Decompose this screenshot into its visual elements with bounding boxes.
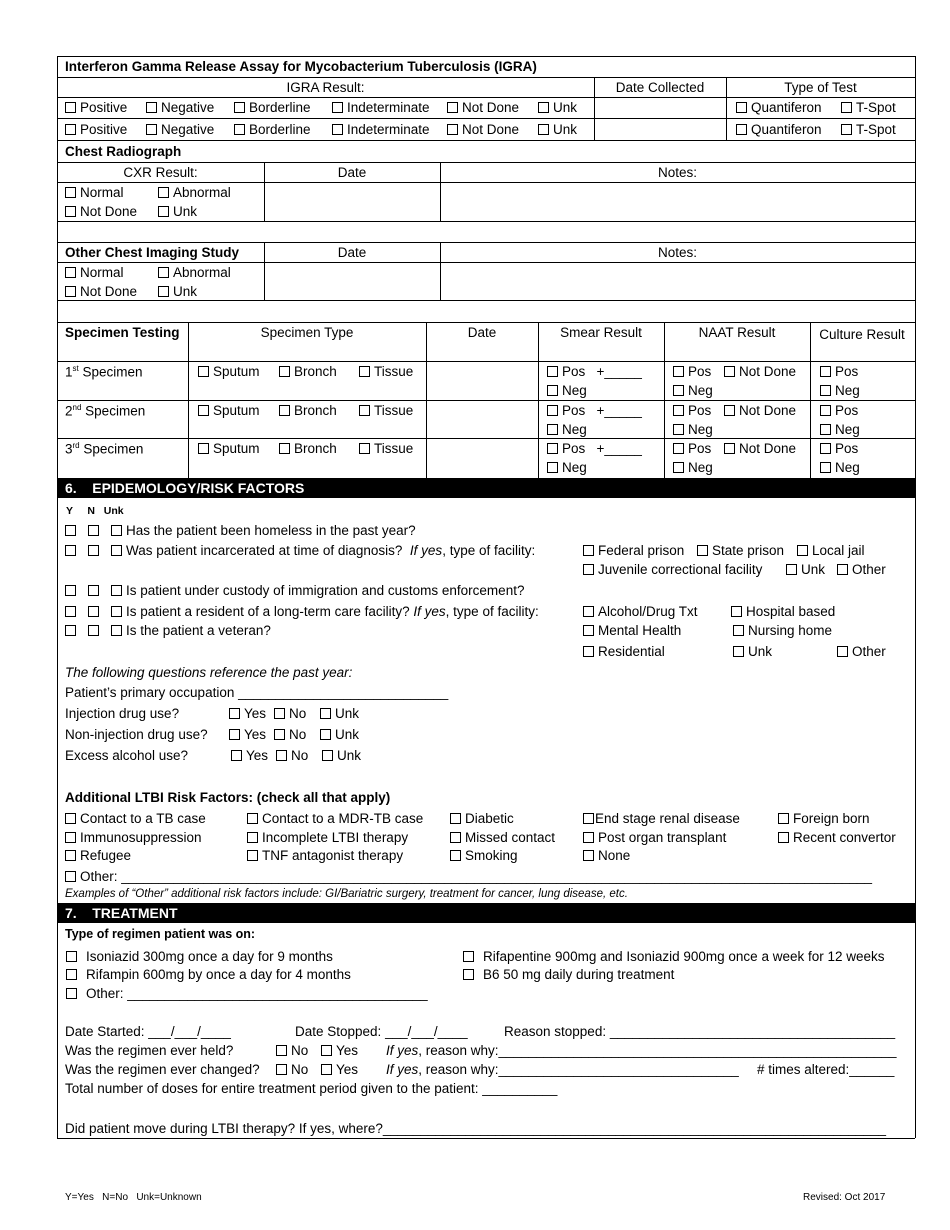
bronch-checkbox[interactable]: Bronch	[279, 441, 337, 456]
igra-date-header: Date Collected	[615, 80, 705, 95]
risk-recent-convertor[interactable]: Recent convertor	[778, 830, 896, 845]
mental-health-checkbox[interactable]: Mental Health	[583, 623, 681, 638]
culture-pos-checkbox[interactable]: Pos	[820, 364, 858, 379]
risk-none[interactable]: None	[583, 848, 630, 863]
federal-prison-checkbox[interactable]: Federal prison	[583, 543, 684, 558]
cxr-notes-header: Notes:	[657, 165, 698, 180]
smear-result-header: Smear Result	[560, 325, 642, 340]
specimen-type-header: Specimen Type	[260, 325, 354, 340]
other-imaging-notes-header: Notes:	[657, 245, 698, 260]
injection-unk[interactable]: Unk	[320, 706, 359, 721]
risk-incomplete-ltbi[interactable]: Incomplete LTBI therapy	[247, 830, 408, 845]
igra-indeterminate-2[interactable]: Indeterminate	[332, 122, 430, 137]
risk-diabetic[interactable]: Diabetic	[450, 811, 514, 826]
risk-contact-tb[interactable]: Contact to a TB case	[65, 811, 206, 826]
tissue-checkbox[interactable]: Tissue	[359, 441, 413, 456]
moved-field[interactable]: Did patient move during LTBI therapy? If yes, where?___________________________________________________________________	[65, 1121, 886, 1136]
bronch-checkbox[interactable]: Bronch	[279, 403, 337, 418]
igra-positive-1[interactable]: Positive	[65, 100, 127, 115]
cxr-not-done[interactable]: Not Done	[65, 204, 137, 219]
cxr-title: Chest Radiograph	[65, 144, 182, 159]
reason-stopped-field[interactable]: Reason stopped: ______________________________________	[504, 1024, 896, 1039]
held-reason-field[interactable]: If yes, reason why:_____________________________________________________	[386, 1043, 897, 1058]
injection-drug-label: Injection drug use?	[65, 706, 180, 721]
revised-date: Revised: Oct 2017	[803, 1192, 886, 1203]
held-no[interactable]: No	[276, 1043, 308, 1058]
igra-unk-1[interactable]: Unk	[538, 100, 577, 115]
ltc-question: Is patient a resident of a long-term care facility? If yes, type of facility:	[65, 604, 539, 619]
culture-neg-checkbox[interactable]: Neg	[820, 383, 860, 398]
igra-result-header: IGRA Result:	[286, 80, 365, 95]
regimen-rifampin[interactable]: Rifampin 600mg by once a day for 4 months	[66, 967, 351, 982]
cxr-unk[interactable]: Unk	[158, 204, 197, 219]
naat-result-header: NAAT Result	[698, 325, 776, 340]
regimen-held-label: Was the regimen ever held?	[65, 1043, 234, 1058]
risk-smoking[interactable]: Smoking	[450, 848, 518, 863]
risk-foreign-born[interactable]: Foreign born	[778, 811, 870, 826]
nursing-home-checkbox[interactable]: Nursing home	[733, 623, 832, 638]
risk-refugee[interactable]: Refugee	[65, 848, 131, 863]
sputum-checkbox[interactable]: Sputum	[198, 364, 260, 379]
non-injection-no[interactable]: No	[274, 727, 306, 742]
residential-checkbox[interactable]: Residential	[583, 644, 665, 659]
smear-neg-checkbox[interactable]: Neg	[547, 460, 587, 475]
risk-contact-mdr-tb[interactable]: Contact to a MDR-TB case	[247, 811, 423, 826]
non-injection-yes[interactable]: Yes	[229, 727, 266, 742]
alcohol-label: Excess alcohol use?	[65, 748, 189, 763]
culture-pos-checkbox[interactable]: Pos	[820, 403, 858, 418]
naat-neg-checkbox[interactable]: Neg	[673, 422, 713, 437]
specimen-row-label: 3rd Specimen	[65, 441, 144, 457]
regimen-changed-label: Was the regimen ever changed?	[65, 1062, 260, 1077]
local-jail-checkbox[interactable]: Local jail	[797, 543, 865, 558]
risk-examples-note: Examples of “Other” additional risk factors include: GI/Bariatric surgery, treatment for cancer, lung disease, etc.	[65, 888, 628, 900]
smear-pos-checkbox[interactable]: Pos +_____	[547, 441, 642, 456]
hospital-based-checkbox[interactable]: Hospital based	[731, 604, 835, 619]
held-yes[interactable]: Yes	[321, 1043, 358, 1058]
alcohol-yes[interactable]: Yes	[231, 748, 268, 763]
culture-pos-checkbox[interactable]: Pos	[820, 441, 858, 456]
other-imaging-normal[interactable]: Normal	[65, 265, 124, 280]
risk-tnf-antagonist[interactable]: TNF antagonist therapy	[247, 848, 403, 863]
naat-neg-checkbox[interactable]: Neg	[673, 460, 713, 475]
cxr-normal[interactable]: Normal	[65, 185, 124, 200]
injection-yes[interactable]: Yes	[229, 706, 266, 721]
naat-not-done-checkbox[interactable]: Not Done	[724, 364, 796, 379]
igra-positive-2[interactable]: Positive	[65, 122, 127, 137]
section-6-header: 6. EPIDEMOLOGY/RISK FACTORS	[57, 478, 915, 498]
regimen-rifapentine[interactable]: Rifapentine 900mg and Isoniazid 900mg once a week for 12 weeks	[463, 949, 885, 964]
igra-quantiferon-1[interactable]: Quantiferon	[736, 100, 822, 115]
section-7-header: 7. TREATMENT	[57, 903, 915, 923]
risk-post-organ-transplant[interactable]: Post organ transplant	[583, 830, 726, 845]
risk-missed-contact[interactable]: Missed contact	[450, 830, 555, 845]
tissue-checkbox[interactable]: Tissue	[359, 403, 413, 418]
igra-indeterminate-1[interactable]: Indeterminate	[332, 100, 430, 115]
date-stopped-field[interactable]: Date Stopped: ___/___/____	[295, 1024, 468, 1039]
naat-not-done-checkbox[interactable]: Not Done	[724, 441, 796, 456]
igra-title: Interferon Gamma Release Assay for Mycobacterium Tuberculosis (IGRA)	[65, 59, 537, 74]
naat-neg-checkbox[interactable]: Neg	[673, 383, 713, 398]
other-imaging-title: Other Chest Imaging Study	[65, 245, 240, 260]
sputum-checkbox[interactable]: Sputum	[198, 403, 260, 418]
bronch-checkbox[interactable]: Bronch	[279, 364, 337, 379]
igra-not-done-2[interactable]: Not Done	[447, 122, 519, 137]
facility-unk-checkbox[interactable]: Unk	[786, 562, 825, 577]
other-imaging-date-header: Date	[337, 245, 367, 260]
naat-not-done-checkbox[interactable]: Not Done	[724, 403, 796, 418]
date-started-field[interactable]: Date Started: ___/___/____	[65, 1024, 231, 1039]
igra-type-header: Type of Test	[784, 80, 857, 95]
non-injection-drug-label: Non-injection drug use?	[65, 727, 208, 742]
changed-yes[interactable]: Yes	[321, 1062, 358, 1077]
igra-tspot-1[interactable]: T-Spot	[841, 100, 896, 115]
other-imaging-not-done[interactable]: Not Done	[65, 284, 137, 299]
times-altered-field[interactable]: # times altered:______	[757, 1062, 895, 1077]
igra-borderline-1[interactable]: Borderline	[234, 100, 311, 115]
smear-pos-checkbox[interactable]: Pos +_____	[547, 403, 642, 418]
regimen-isoniazid[interactable]: Isoniazid 300mg once a day for 9 months	[66, 949, 333, 964]
regimen-b6[interactable]: B6 50 mg daily during treatment	[463, 967, 674, 982]
sputum-checkbox[interactable]: Sputum	[198, 441, 260, 456]
changed-reason-field[interactable]: If yes, reason why:________________________________	[386, 1062, 739, 1077]
risk-immunosuppression[interactable]: Immunosuppression	[65, 830, 202, 845]
specimen-title: Specimen Testing	[65, 325, 180, 340]
alcohol-unk[interactable]: Unk	[322, 748, 361, 763]
changed-no[interactable]: No	[276, 1062, 308, 1077]
state-prison-checkbox[interactable]: State prison	[697, 543, 784, 558]
non-injection-unk[interactable]: Unk	[320, 727, 359, 742]
igra-not-done-1[interactable]: Not Done	[447, 100, 519, 115]
smear-neg-checkbox[interactable]: Neg	[547, 422, 587, 437]
regimen-title: Type of regimen patient was on:	[65, 927, 256, 941]
regimen-other[interactable]: Other: ________________________________________	[66, 986, 428, 1001]
homeless-question: Has the patient been homeless in the past year?	[65, 523, 416, 538]
ynu-legend: Y N Unk	[66, 505, 124, 517]
other-imaging-abnormal[interactable]: Abnormal	[158, 265, 231, 280]
igra-tspot-2[interactable]: T-Spot	[841, 122, 896, 137]
specimen-date-header: Date	[467, 325, 497, 340]
occupation-field[interactable]: Patient’s primary occupation ____________________________	[65, 685, 449, 700]
risk-end-stage-renal[interactable]: End stage renal disease	[583, 811, 740, 826]
igra-borderline-2[interactable]: Borderline	[234, 122, 311, 137]
past-year-note: The following questions reference the past year:	[65, 665, 353, 680]
smear-neg-checkbox[interactable]: Neg	[547, 383, 587, 398]
other-imaging-unk[interactable]: Unk	[158, 284, 197, 299]
injection-no[interactable]: No	[274, 706, 306, 721]
naat-pos-checkbox[interactable]: Pos	[673, 441, 711, 456]
tissue-checkbox[interactable]: Tissue	[359, 364, 413, 379]
igra-unk-2[interactable]: Unk	[538, 122, 577, 137]
culture-result-header: Culture Result	[819, 327, 905, 342]
culture-neg-checkbox[interactable]: Neg	[820, 422, 860, 437]
alcohol-drug-txt-checkbox[interactable]: Alcohol/Drug Txt	[583, 604, 698, 619]
ltc-unk-checkbox[interactable]: Unk	[733, 644, 772, 659]
igra-quantiferon-2[interactable]: Quantiferon	[736, 122, 822, 137]
ltc-other-checkbox[interactable]: Other	[837, 644, 886, 659]
ice-question: Is patient under custody of immigration and customs enforcement?	[65, 583, 524, 598]
igra-negative-2[interactable]: Negative	[146, 122, 214, 137]
specimen-row-label: 2nd Specimen	[65, 403, 146, 419]
incarcerated-question: Was patient incarcerated at time of diagnosis? If yes, type of facility:	[65, 543, 535, 558]
cxr-abnormal[interactable]: Abnormal	[158, 185, 231, 200]
alcohol-no[interactable]: No	[276, 748, 308, 763]
facility-other-checkbox[interactable]: Other	[837, 562, 886, 577]
cxr-date-header: Date	[337, 165, 367, 180]
culture-neg-checkbox[interactable]: Neg	[820, 460, 860, 475]
total-doses-field[interactable]: Total number of doses for entire treatment period given to the patient: __________	[65, 1081, 558, 1096]
specimen-row-label: 1st Specimen	[65, 364, 143, 380]
footer-legend: Y=Yes N=No Unk=Unknown	[65, 1192, 202, 1203]
veteran-question: Is the patient a veteran?	[65, 623, 271, 638]
ltbi-risk-title: Additional LTBI Risk Factors: (check all that apply)	[65, 790, 391, 805]
risk-other[interactable]: Other: ____________________________________________________________________________________________________	[65, 869, 872, 884]
naat-pos-checkbox[interactable]: Pos	[673, 364, 711, 379]
smear-pos-checkbox[interactable]: Pos +_____	[547, 364, 642, 379]
cxr-result-header: CXR Result:	[123, 165, 198, 180]
naat-pos-checkbox[interactable]: Pos	[673, 403, 711, 418]
igra-negative-1[interactable]: Negative	[146, 100, 214, 115]
juvenile-facility-checkbox[interactable]: Juvenile correctional facility	[583, 562, 762, 577]
